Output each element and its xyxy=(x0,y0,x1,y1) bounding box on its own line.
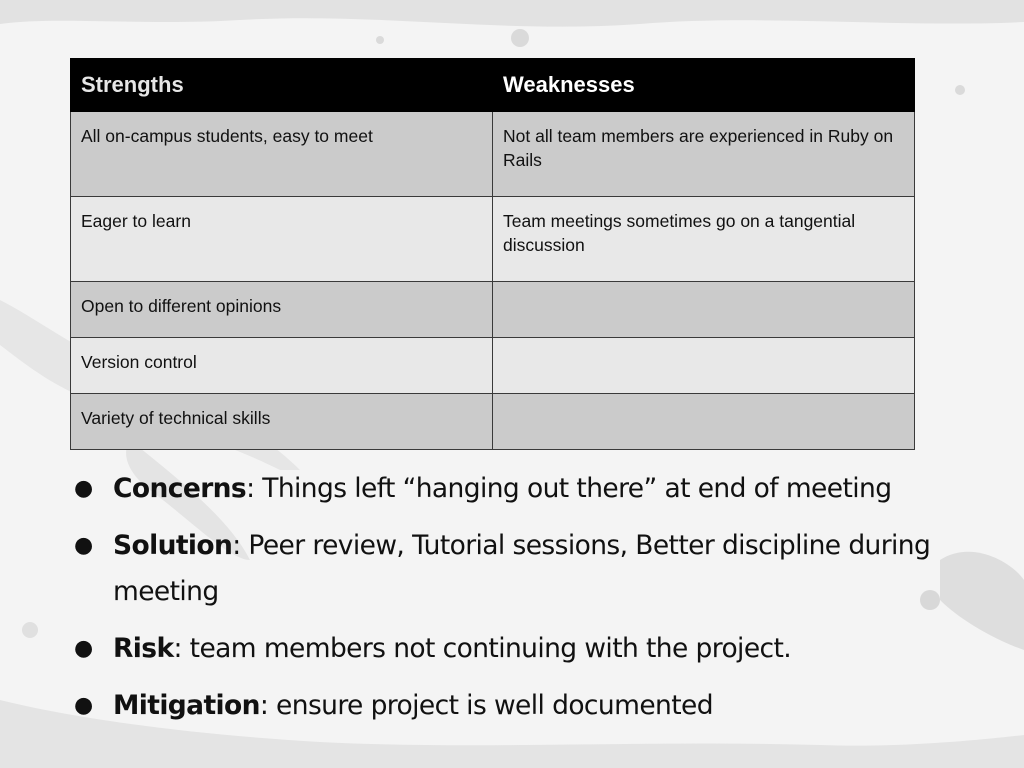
bullet-term: Risk xyxy=(113,633,174,664)
bullet-concerns xyxy=(72,466,962,512)
table-row xyxy=(71,112,915,197)
table-header-row xyxy=(71,59,915,112)
bullet-dot-icon: ● xyxy=(74,636,93,661)
bullet-text: : Peer review, Tutorial sessions, Better discipline during meeting xyxy=(113,530,931,607)
bullet-risk xyxy=(72,626,962,672)
strength-cell: All on-campus students, easy to meet xyxy=(71,112,493,197)
strengths-header: Strengths xyxy=(71,59,493,112)
strength-cell: Variety of technical skills xyxy=(71,394,493,450)
table-row xyxy=(71,197,915,282)
table-row xyxy=(71,394,915,450)
weakness-cell: Not all team members are experienced in Ruby on Rails xyxy=(493,112,915,197)
bullet-list xyxy=(72,466,962,740)
strength-cell: Open to different opinions xyxy=(71,282,493,338)
bullet-text: : Things left “hanging out there” at end of meeting xyxy=(246,473,892,504)
table-row xyxy=(71,282,915,338)
weakness-cell: Team meetings sometimes go on a tangential discussion xyxy=(493,197,915,282)
bullet-term: Mitigation xyxy=(113,690,260,721)
bullet-term: Solution xyxy=(113,530,233,561)
strengths-weaknesses-table xyxy=(70,58,915,450)
table-row xyxy=(71,338,915,394)
bullet-dot-icon: ● xyxy=(74,693,93,718)
bullet-text: : team members not continuing with the project. xyxy=(173,633,792,664)
strength-cell: Version control xyxy=(71,338,493,394)
strength-cell: Eager to learn xyxy=(71,197,493,282)
bullet-text: : ensure project is well documented xyxy=(259,690,713,721)
weaknesses-header: Weaknesses xyxy=(493,59,915,112)
weakness-cell xyxy=(493,394,915,450)
weakness-cell xyxy=(493,338,915,394)
bullet-mitigation xyxy=(72,683,962,729)
bullet-term: Concerns xyxy=(113,473,247,504)
weakness-cell xyxy=(493,282,915,338)
bullet-dot-icon: ● xyxy=(74,476,93,501)
bullet-solution xyxy=(72,523,962,615)
bullet-dot-icon: ● xyxy=(74,533,93,558)
